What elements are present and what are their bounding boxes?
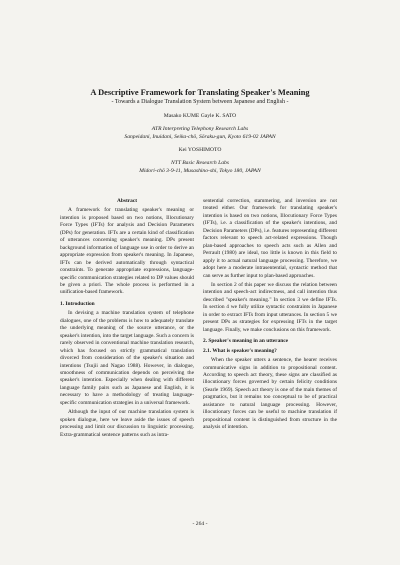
section-1-heading: 1. Introduction bbox=[60, 300, 95, 307]
authors-line-1: Masako KUME Gayle K. SATO bbox=[163, 113, 237, 119]
affiliation-address-1: Sanpeidani, Inuidani, Seika-chō, Sōraku-gun, Kyoto 619-02 JAPAN bbox=[124, 134, 276, 140]
affiliation-org-1: ATR Interpreting Telephony Research Labs bbox=[151, 126, 249, 132]
right-column bbox=[203, 198, 337, 432]
authors-line-2: Kei YOSHIMOTO bbox=[178, 147, 222, 153]
left-column bbox=[60, 198, 194, 439]
right-paragraph-2: In section 2 of this paper we discuss the relation between intention and speech-act indirectness, and call intention thus described "speaker's meaning." In section 3 we define IFTs. In section 4 we fully utilize syntactic constraints in Japanese in order to extract IFTs from input utterances. In section 5 we present DPs as strategies for expressing IFTs in the target language. Finally, we make conclusions on this framework. bbox=[203, 281, 337, 333]
abstract-text: A framework for translating speaker's meaning or intention is proposed based on two notions, Illocutionary Force Types (IFTs) for analysis and Decision Parameters (DPs) for generation. IFTs are a certain kind of classification of utterances concerning speaker's meaning. DPs present background information of language use in order to derive an appropriate expression from speaker's meaning. In Japanese, IFTs can be derived automatically through syntactical constraints. To generate appropriate expressions, language-specific communication strategies related to DP values should be given a priori. The whole process is performed in a unification-based framework. bbox=[60, 207, 194, 296]
affiliation-org-2: NTT Basic Research Labs bbox=[171, 160, 229, 166]
paper-title: A Descriptive Framework for Translating Speaker's Meaning bbox=[90, 88, 310, 97]
right-paragraph-1: sentential correction, stammering, and inversion are not treated either. Our framework for translating speaker's intention is based on two notions, Illocutionary Force Types (IFTs), i.e. a classification of the speaker's intentions, and Decision Parameters (DPs), i.e. features representing different factors relevant to speech act-related expressions. Though plan-based approaches to speech acts such as Allen and Perrault (1980) are ideal, too little is known in this field to apply it to actual natural language processing. Therefore, we adopt here a moderate intrasentential, syntactic method that can serve as further input to plan-based approaches. bbox=[203, 198, 337, 279]
intro-paragraph-2: Although the input of our machine translation system is spoken dialogue, here we leave aside the issues of speech processing and limit our discussion to linguistic processing. Extra-grammatical sentence patterns such as intra- bbox=[60, 409, 194, 438]
intro-paragraph-1: In devising a machine translation system of telephone dialogues, one of the problems is how to adequately translate the underlying meaning of the source utterance, or the speaker's intention, into the target language. Such a concern is rarely observed in conventional machine translation research, which has focused on strictly grammatical translation divorced from consideration of the speaker's situation and intentions (Tsujii and Nagao 1988). However, in dialogue, smoothness of communication depends on perceiving the speaker's intention. Especially when dealing with different language family pairs such as Japanese and English, it is necessary to have a methodology of treating language-specific communication strategies in a universal framework. bbox=[60, 310, 194, 406]
right-paragraph-3: When the speaker utters a sentence, the hearer receives communicative signs in addition to propositional content. According to speech act theory, these signs are classified as illocutionary forces governed by certain felicity conditions (Searle 1969). Speech act theory is one of the main themes of pragmatics, but it remains too conceptual to be of practical assistance to natural language processing. However, illocutionary forces can be useful to machine translation if propositional content is distinguished from structure in the analysis of intention. bbox=[203, 357, 337, 431]
page-number: - 264 - bbox=[192, 521, 208, 527]
section-2-heading: 2. Speaker's meaning in an utterance bbox=[203, 338, 289, 345]
section-2-1-heading: 2.1. What is speaker's meaning? bbox=[203, 347, 277, 354]
paper-subtitle: - Towards a Dialogue Translation System between Japanese and English - bbox=[111, 99, 289, 105]
abstract-heading: Abstract bbox=[116, 198, 138, 204]
affiliation-address-2: Midori-chō 3-9-11, Musashino-shi, Tokyo 180, JAPAN bbox=[139, 168, 261, 174]
